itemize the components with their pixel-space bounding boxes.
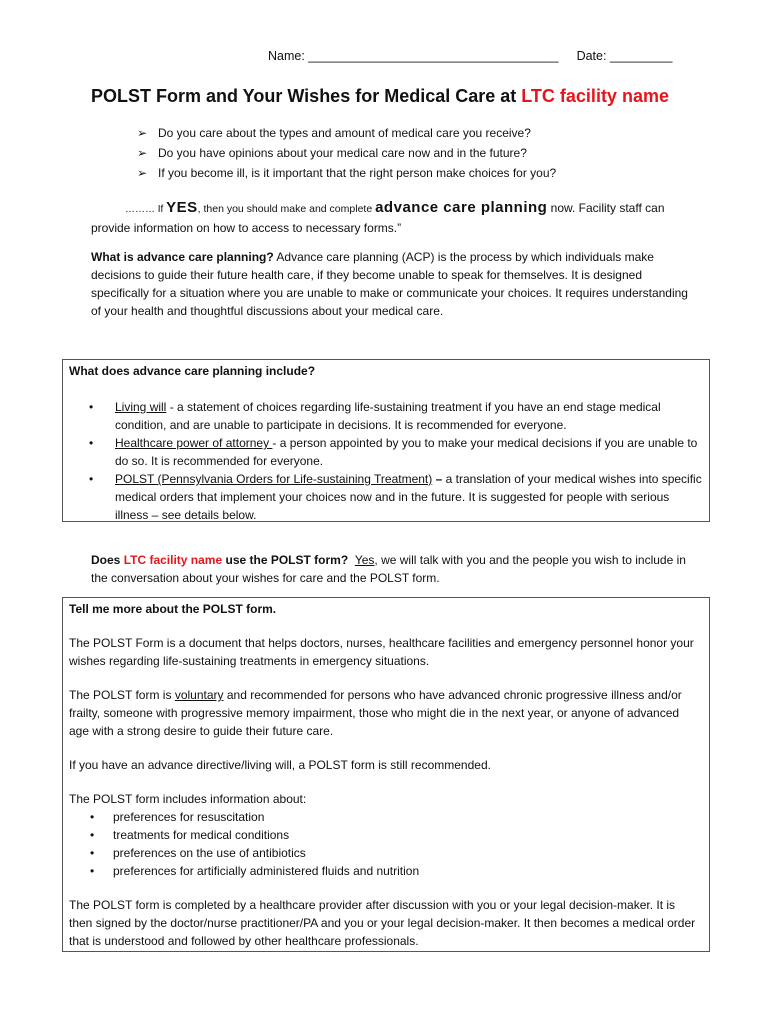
acp-includes-heading: What does advance care planning include? [69, 364, 316, 378]
acp-question: What is advance care planning? [91, 250, 274, 264]
include-item-text: preferences on the use of antibiotics [113, 846, 306, 860]
bullet-icon: • [90, 810, 95, 824]
voluntary-term: voluntary [174, 688, 224, 702]
bullet-icon: • [90, 864, 95, 878]
yes-emphasis: YES [166, 199, 198, 216]
yes-tail: now. Facility staff can provide information on how to access to necessary forms.” [91, 201, 665, 235]
bullet-icon: • [89, 472, 94, 486]
polst-q-use: use the POLST form? [222, 553, 349, 567]
include-item-text: preferences for resuscitation [113, 810, 265, 824]
list-item [69, 826, 701, 844]
question-list [137, 123, 556, 183]
title-prefix: POLST Form and Your Wishes for Medical Care at [91, 86, 522, 106]
question-text: Do you care about the types and amount of medical care you receive? [158, 126, 531, 140]
acp-emphasis: advance care planning [375, 199, 548, 216]
polst-q-rest: , we will talk with you and the people you wish to include in the conversation about your wishes for care and the POLST form. [91, 553, 686, 585]
date-label: Date: [576, 49, 610, 63]
polst-desc: a translation of your medical wishes into specific medical orders that implement your choices now and in the future. It is suggested for people with serious illness – see details below. [115, 472, 702, 522]
name-field[interactable]: ____________________________________ [308, 49, 559, 63]
acp-includes-box [62, 359, 710, 522]
question-text: If you become ill, is it important that the right person make choices for you? [158, 166, 557, 180]
polst-details-p2 [69, 686, 701, 740]
polst-q-yes: Yes [354, 553, 375, 567]
polst-includes-list [69, 808, 701, 880]
yes-mid: , then you should make and complete [197, 203, 376, 215]
p2-text-a: The POLST form is [69, 688, 175, 702]
page-title [91, 84, 669, 108]
bullet-icon: • [90, 828, 95, 842]
arrow-bullet-icon: ➢ [137, 166, 148, 180]
yes-statement [91, 199, 691, 237]
list-item [69, 862, 701, 880]
acp-definition [91, 248, 691, 320]
name-label: Name: [268, 49, 309, 63]
polst-details-p1: The POLST Form is a document that helps doctors, nurses, healthcare facilities and emergency personnel honor your wishes regarding life-sustaining treatments in emergency situations. [69, 636, 694, 668]
polst-details-heading: Tell me more about the POLST form. [69, 602, 277, 616]
p2-text-b: and recommended for persons who have advanced chronic progressive illness and/or frailty, someone with progressive memory impairment, those who might die in the next year, or anyone of advanced age with a strong desire to guide their future care. [69, 688, 682, 738]
bullet-icon: • [89, 436, 94, 450]
include-item-text: treatments for medical conditions [113, 828, 290, 842]
include-item-text: preferences for artificially administered fluids and nutrition [113, 864, 420, 878]
polst-q-does: Does [91, 553, 124, 567]
list-item [87, 434, 702, 470]
list-item [69, 808, 701, 826]
bullet-icon: • [90, 846, 95, 860]
arrow-bullet-icon: ➢ [137, 146, 148, 160]
living-will-desc: - a statement of choices regarding life-sustaining treatment if you have an end stage medical condition, and are unable to participate in decisions. It is recommended for everyone. [115, 400, 661, 432]
polst-q-facility: LTC facility name [123, 553, 223, 567]
header-line [268, 47, 673, 65]
list-item [69, 844, 701, 862]
polst-includes-intro: The POLST form includes information about: [69, 792, 307, 806]
arrow-bullet-icon: ➢ [137, 126, 148, 140]
polst-details-p3: If you have an advance directive/living will, a POLST form is still recommended. [69, 758, 491, 772]
polst-term: POLST (Pennsylvania Orders for Life-sustaining Treatment) [115, 472, 433, 486]
list-item [137, 123, 556, 143]
poa-term: Healthcare power of attorney [115, 436, 273, 450]
polst-details-box [62, 597, 710, 952]
question-text: Do you have opinions about your medical care now and in the future? [158, 146, 527, 160]
list-item [137, 163, 556, 183]
bullet-icon: • [89, 400, 94, 414]
acp-includes-list [87, 398, 702, 524]
polst-use-question [91, 551, 691, 587]
polst-details-p5: The POLST form is completed by a healthcare provider after discussion with you or your legal decision-maker. It is then signed by the doctor/nurse practitioner/PA and you or your legal decision-maker. It then becomes a medical order that is understood and followed by other healthcare professionals. [69, 898, 696, 948]
living-will-term: Living will [115, 400, 167, 414]
yes-if: ……… If [125, 204, 167, 215]
polst-dash: – [432, 472, 443, 486]
date-field[interactable]: _________ [609, 49, 673, 63]
list-item [137, 143, 556, 163]
list-item [87, 398, 702, 434]
list-item [87, 470, 702, 524]
title-facility-name: LTC facility name [521, 86, 669, 106]
poa-desc: - a person appointed by you to make your medical decisions if you are unable to do so. It is recommended for everyone. [115, 436, 698, 468]
acp-answer: Advance care planning (ACP) is the process by which individuals make decisions to guide their future health care, if they become unable to speak for themselves. It is designed specifically for a situation where you are unable to make or communicate your choices. It requires understanding of your health and thoughtful discussions about your medical care. [91, 250, 688, 318]
